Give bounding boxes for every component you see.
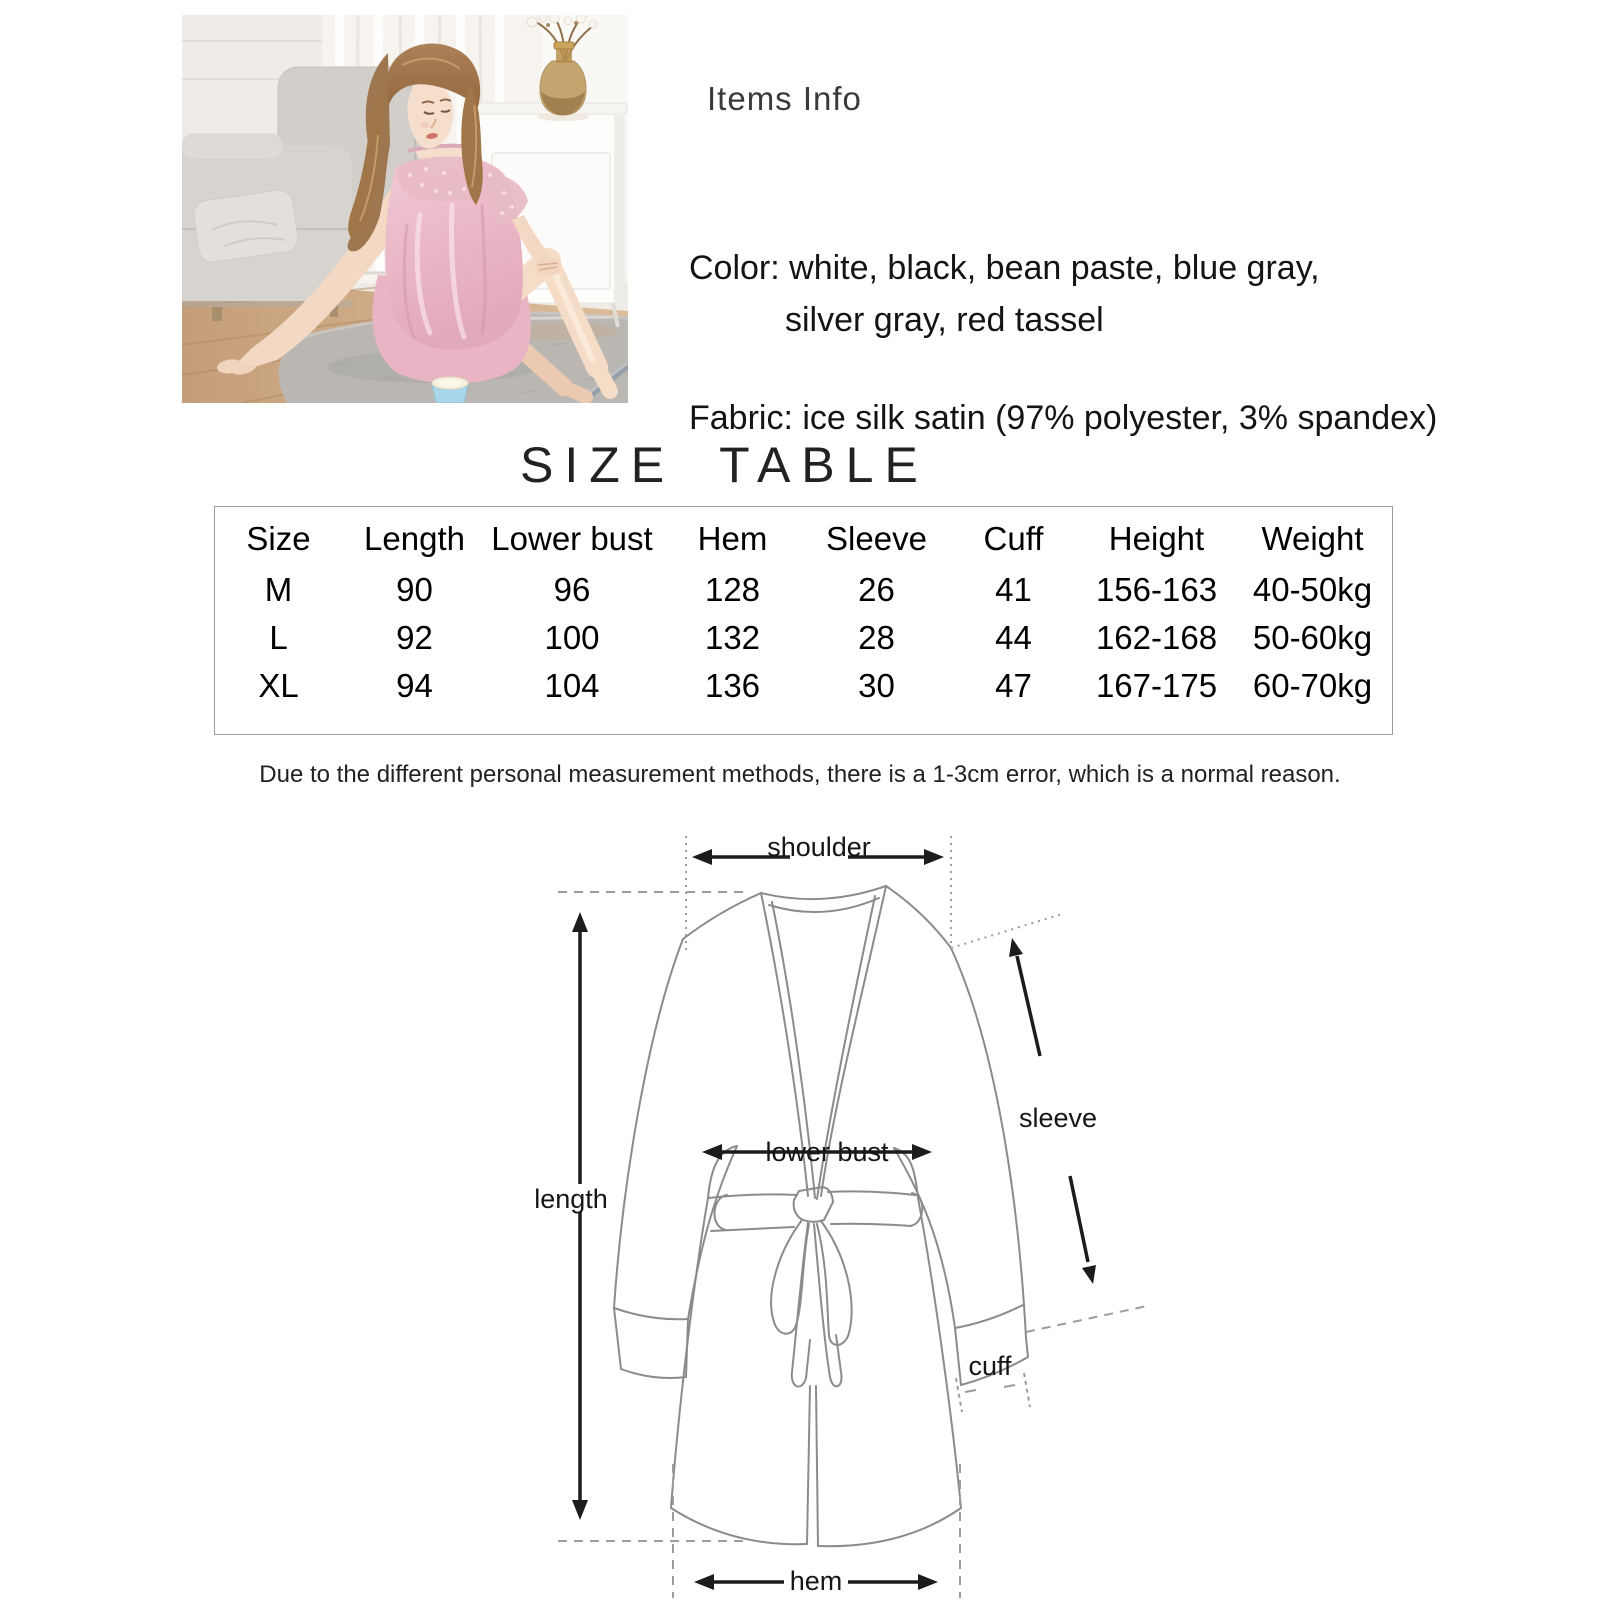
sleeve-label: sleeve — [1018, 1103, 1098, 1133]
cream-cup — [432, 377, 468, 403]
sleeve-arrow-down — [1070, 1176, 1088, 1262]
cell: 92 — [396, 619, 433, 656]
column-header-cuff: Cuff — [983, 520, 1044, 557]
cell: M — [264, 571, 293, 608]
sleeve-arrow-up — [1017, 956, 1040, 1056]
product-photo — [182, 15, 628, 403]
size-table-grid — [215, 512, 1394, 710]
measurement-arrows — [572, 849, 1096, 1590]
cell: 136 — [704, 667, 761, 704]
product-photo-illustration — [182, 15, 628, 403]
column-header-hem: Hem — [697, 520, 768, 557]
table-header-row — [215, 512, 1394, 566]
cell: 167-175 — [1095, 667, 1218, 704]
measurement-note: Due to the different personal measurement methods, there is a 1-3cm error, which is a normal reason. — [259, 761, 1341, 788]
cell: 128 — [704, 571, 761, 608]
column-header-sleeve: Sleeve — [826, 520, 927, 557]
guide-lines — [558, 836, 1147, 1598]
cell: 26 — [858, 571, 895, 608]
measurement-diagram — [450, 800, 1170, 1600]
size-table-heading: SIZE TABLE — [520, 437, 929, 493]
size-table — [214, 506, 1393, 735]
fabric-spec: Fabric: ice silk satin (97% polyester, 3% spandex) — [689, 399, 1438, 437]
cell: 47 — [995, 667, 1032, 704]
cell: 40-50kg — [1252, 571, 1373, 608]
cell: 60-70kg — [1252, 667, 1373, 704]
column-header-lower-bust: Lower bust — [491, 520, 653, 557]
cell: 162-168 — [1095, 619, 1218, 656]
cell: XL — [258, 667, 299, 704]
color-spec-line2: silver gray, red tassel — [785, 301, 1104, 339]
cell: 96 — [553, 571, 591, 608]
column-header-size: Size — [246, 520, 311, 557]
length-label: length — [534, 1184, 608, 1214]
column-header-length: Length — [364, 520, 465, 557]
cell: 104 — [544, 667, 600, 704]
cuff-label: cuff — [968, 1351, 1012, 1381]
cell: 100 — [544, 619, 600, 656]
lower-bust-label: lower bust — [765, 1137, 889, 1167]
sofa-pillow — [192, 188, 300, 263]
cell: 50-60kg — [1252, 619, 1373, 656]
cell: 156-163 — [1095, 571, 1218, 608]
cell: 28 — [858, 619, 895, 656]
color-spec-line1: Color: white, black, bean paste, blue gray, — [689, 249, 1320, 287]
cell: 132 — [704, 619, 761, 656]
items-info-heading: Items Info — [707, 80, 862, 117]
cell: L — [269, 619, 288, 656]
cell: 44 — [995, 619, 1032, 656]
cell: 30 — [858, 667, 895, 704]
color-spec — [689, 242, 1320, 346]
column-header-weight: Weight — [1261, 520, 1364, 557]
table-row-xl — [215, 662, 1394, 710]
table-row-l — [215, 614, 1394, 662]
column-header-height: Height — [1108, 520, 1205, 557]
shoulder-label: shoulder — [767, 832, 871, 862]
table-row-m — [215, 566, 1394, 614]
hem-label: hem — [789, 1566, 843, 1596]
robe-outline — [614, 886, 1028, 1546]
cell: 41 — [995, 571, 1032, 608]
cell: 90 — [396, 571, 433, 608]
cell: 94 — [396, 667, 433, 704]
